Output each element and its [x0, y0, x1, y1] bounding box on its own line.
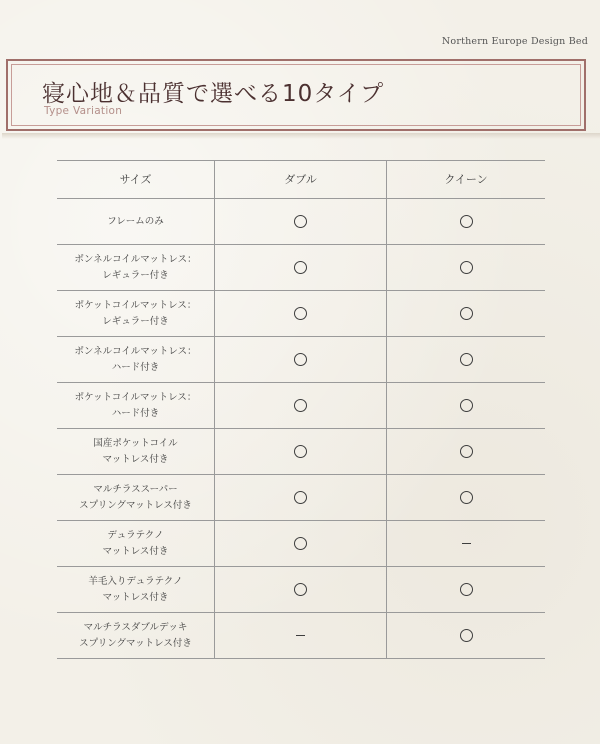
table-body — [57, 199, 545, 659]
table-row — [57, 337, 545, 383]
table-row — [57, 199, 545, 245]
row-type-name — [57, 429, 215, 475]
row-type-name-line: マルチラススーパー — [93, 483, 178, 495]
available-circle-icon — [460, 399, 473, 412]
available-circle-icon — [460, 491, 473, 504]
row-type-name — [57, 567, 215, 613]
available-circle-icon — [294, 445, 307, 458]
page-title: 寝心地＆品質で選べる10タイプ — [42, 81, 385, 107]
available-circle-icon — [294, 537, 307, 550]
available-circle-icon — [460, 629, 473, 642]
row-type-name — [57, 291, 215, 337]
available-circle-icon — [294, 215, 307, 228]
cell-queen — [387, 199, 546, 245]
available-circle-icon — [294, 491, 307, 504]
row-type-name-line: 国産ポケットコイル — [93, 437, 178, 449]
available-circle-icon — [460, 261, 473, 274]
cell-queen — [387, 383, 546, 429]
row-type-name-line: スプリングマットレス付き — [79, 499, 192, 511]
available-circle-icon — [460, 307, 473, 320]
row-type-name-line: ボンネルコイルマットレス： — [74, 253, 197, 265]
table-row — [57, 613, 545, 659]
cell-double — [215, 199, 387, 245]
title-banner-shadow — [2, 133, 600, 139]
row-type-name — [57, 199, 215, 245]
cell-double — [215, 245, 387, 291]
header-double: ダブル — [215, 161, 387, 199]
title-banner — [6, 59, 586, 131]
available-circle-icon — [460, 583, 473, 596]
cell-double — [215, 429, 387, 475]
row-type-name-line: フレームのみ — [107, 215, 164, 227]
brand-name: Northern Europe Design Bed — [441, 36, 588, 47]
row-type-name — [57, 383, 215, 429]
row-type-name-line: ポケットコイルマットレス： — [74, 299, 197, 311]
header-queen: クイーン — [387, 161, 546, 199]
available-circle-icon — [294, 399, 307, 412]
available-circle-icon — [460, 353, 473, 366]
row-type-name-line: マットレス付き — [102, 591, 169, 603]
cell-queen — [387, 245, 546, 291]
table-row — [57, 567, 545, 613]
table-row — [57, 245, 545, 291]
cell-double — [215, 521, 387, 567]
available-circle-icon — [294, 307, 307, 320]
table-row — [57, 291, 545, 337]
available-circle-icon — [460, 445, 473, 458]
type-variation-table — [57, 160, 545, 659]
row-type-name — [57, 337, 215, 383]
row-type-name-line: ハード付き — [111, 407, 160, 419]
cell-double — [215, 613, 387, 659]
cell-double — [215, 383, 387, 429]
cell-double — [215, 337, 387, 383]
table-row — [57, 521, 545, 567]
table-row — [57, 429, 545, 475]
cell-double — [215, 291, 387, 337]
available-circle-icon — [460, 215, 473, 228]
row-type-name — [57, 475, 215, 521]
cell-queen — [387, 521, 546, 567]
cell-queen — [387, 337, 546, 383]
row-type-name-line: レギュラー付き — [102, 269, 169, 281]
header-size: サイズ — [57, 161, 215, 199]
row-type-name-line: ポケットコイルマットレス： — [74, 391, 197, 403]
cell-queen — [387, 429, 546, 475]
cell-double — [215, 475, 387, 521]
row-type-name-line: デュラテクノ — [107, 529, 164, 541]
table-row — [57, 475, 545, 521]
row-type-name-line: マットレス付き — [102, 545, 169, 557]
available-circle-icon — [294, 353, 307, 366]
row-type-name — [57, 613, 215, 659]
available-circle-icon — [294, 583, 307, 596]
page-subtitle: Type Variation — [44, 105, 123, 117]
row-type-name-line: ハード付き — [111, 361, 160, 373]
unavailable-dash-icon — [296, 635, 305, 636]
table-header-row — [57, 161, 545, 199]
cell-queen — [387, 291, 546, 337]
cell-queen — [387, 475, 546, 521]
cell-queen — [387, 567, 546, 613]
cell-double — [215, 567, 387, 613]
row-type-name-line: マルチラスダブルデッキ — [83, 621, 188, 633]
row-type-name-line: 羊毛入りデュラテクノ — [88, 575, 183, 587]
row-type-name-line: レギュラー付き — [102, 315, 169, 327]
row-type-name — [57, 521, 215, 567]
unavailable-dash-icon — [462, 543, 471, 544]
available-circle-icon — [294, 261, 307, 274]
row-type-name-line: ボンネルコイルマットレス： — [74, 345, 197, 357]
row-type-name-line: マットレス付き — [102, 453, 169, 465]
cell-queen — [387, 613, 546, 659]
row-type-name-line: スプリングマットレス付き — [79, 637, 192, 649]
row-type-name — [57, 245, 215, 291]
table-row — [57, 383, 545, 429]
